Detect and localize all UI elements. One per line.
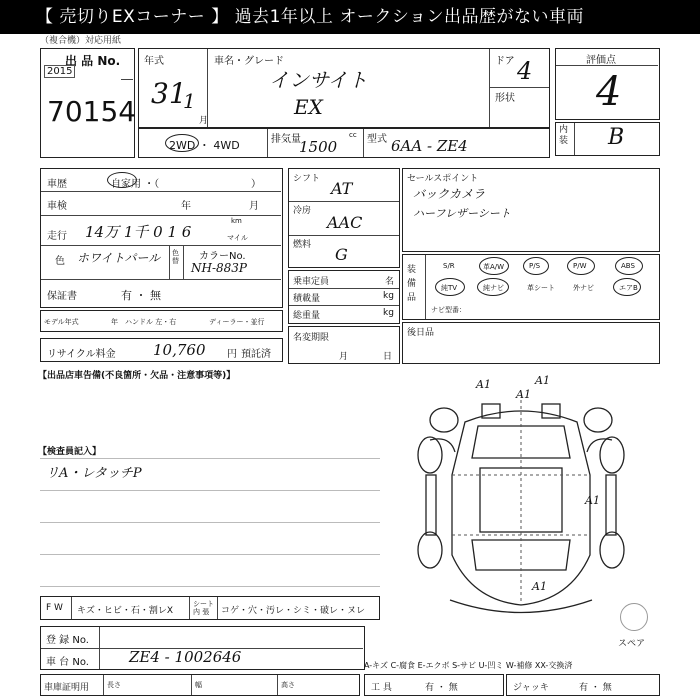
weight-label: 総重量	[293, 311, 321, 321]
month-unit: 月	[199, 116, 209, 126]
displacement-value: 1500	[299, 138, 338, 156]
name-change-box	[288, 326, 400, 364]
lot-number: 70154	[47, 95, 137, 128]
model-row-year: 年	[111, 318, 118, 326]
name-change-month: 月	[339, 352, 349, 362]
history-close: ）	[251, 179, 261, 190]
equipment-label: 装備品	[407, 265, 417, 303]
vehicle-details	[40, 168, 283, 308]
inspection-month: 月	[249, 201, 259, 212]
recycle-label: リサイクル料金	[47, 349, 116, 360]
chassis-value: ZE4 - 1002646	[129, 648, 242, 666]
equip-airbag-circle	[613, 278, 641, 296]
seat-text: コゲ・穴・汚レ・シミ・破レ・ヌレ	[221, 606, 366, 616]
score-box	[555, 48, 660, 120]
mileage-value: 14万 1千 0 1 6	[85, 223, 192, 241]
equip-ps-circle	[523, 257, 549, 275]
inspector-label: 【検査員記入】	[38, 447, 102, 457]
nav-type-label: ナビ型番：	[431, 306, 466, 314]
car-name-value: インサイト	[269, 68, 368, 92]
capacity-box	[288, 270, 400, 324]
equipment-box	[402, 254, 660, 320]
ac-value: AAC	[327, 213, 363, 232]
capacity-label: 乗車定員	[293, 277, 330, 287]
lot-box	[40, 48, 135, 158]
equip-leather-aw-circle	[479, 257, 509, 275]
drive-options: 2WD ・ 4WD	[169, 139, 240, 152]
equip-leather-aw: 革A/W	[483, 263, 505, 271]
shift-label: シフト	[293, 174, 321, 184]
capacity-unit: 名	[385, 277, 395, 287]
fw-row	[40, 596, 380, 620]
shift-value: AT	[331, 179, 353, 198]
cert-length: 長さ	[107, 681, 121, 689]
history-label: 車歴	[47, 179, 67, 190]
jack-label: ジャッキ	[513, 683, 549, 693]
car-name-label: 車名・グレード	[214, 56, 284, 67]
damage-label-5: A1	[532, 580, 547, 593]
drive-selected-circle	[165, 134, 199, 152]
damage-label-1: A1	[476, 378, 491, 391]
recycle-value: 10,760	[153, 341, 206, 359]
sales-points-box	[402, 168, 660, 252]
equip-leather-seat: 革シート	[527, 284, 555, 292]
dealer-options: ディーラー・並行	[209, 318, 265, 326]
recycle-unit: 円	[227, 349, 237, 360]
color-no-label: カラーNo.	[199, 251, 246, 262]
interior-box	[555, 122, 660, 156]
jack-box	[506, 674, 660, 696]
equip-abs: ABS	[621, 262, 635, 270]
certificate-box	[40, 674, 360, 696]
model-year-label: 年式	[144, 56, 164, 67]
recycle-box	[40, 338, 283, 362]
color-label: 色	[55, 256, 65, 267]
chassis-label: 車 台 No.	[46, 657, 89, 668]
tools-label: 工 具	[371, 683, 392, 693]
name-change-day: 日	[383, 352, 393, 362]
seller-notes-label: 【出品店車告備(不良箇所・欠品・注意事項等)】	[38, 371, 236, 381]
warranty-options: 有 ・ 無	[121, 289, 161, 302]
spare-label: スペア	[618, 639, 646, 649]
color-value: ホワイトパール	[77, 251, 161, 265]
mileage-mile: マイル	[227, 234, 248, 242]
inspection-year: 年	[181, 201, 191, 212]
equip-nav-circle	[477, 278, 509, 296]
tools-options: 有 ・ 無	[425, 683, 458, 693]
damage-label-2: A1	[535, 374, 550, 387]
model-type-value: 6AA - ZE4	[391, 137, 468, 155]
jack-options: 有 ・ 無	[579, 683, 612, 693]
equip-sr: S/R	[443, 262, 455, 270]
seat-label: シート 内 張	[193, 600, 214, 616]
score-value: 4	[596, 69, 622, 115]
score-label: 評価点	[586, 55, 616, 66]
shift-ac-fuel	[288, 168, 400, 268]
rear-item-box	[402, 322, 660, 364]
name-change-label: 名変期限	[293, 333, 330, 343]
fuel-label: 燃料	[293, 240, 312, 250]
equip-airbag: エアB	[619, 284, 638, 292]
history-options: 自家用 ・（	[111, 179, 160, 190]
damage-label-3: A1	[516, 388, 531, 401]
cert-width: 幅	[195, 681, 202, 689]
interior-label: 内装	[559, 125, 569, 146]
color-no-value: NH-883P	[191, 261, 247, 275]
page-banner: 【 売切りEXコーナー 】 過去1年以上 オークション出品歴がない車両	[0, 0, 700, 34]
equip-pw: P/W	[573, 262, 587, 270]
lot-year: 2015	[44, 65, 75, 78]
damage-legend: A-キズ C-腐食 E-エクボ S-サビ U-凹ミ W-補修 XX-交換済	[364, 661, 573, 670]
interior-value: B	[608, 125, 625, 150]
history-selected-circle	[107, 172, 137, 188]
model-handle-row	[40, 310, 283, 332]
spec-row	[138, 128, 550, 158]
equip-ext-nav: 外ナビ	[573, 284, 594, 292]
sheet-subheader: （複合機）対応用紙	[40, 36, 122, 46]
body-shape-label: 形状	[495, 93, 515, 104]
car-info-box	[138, 48, 550, 128]
model-year-small-label: モデル年式	[44, 318, 79, 326]
fw-label: F W	[46, 603, 63, 613]
sales-point-1: バックカメラ	[413, 187, 486, 201]
warranty-label: 保証書	[47, 291, 77, 302]
fw-text: キズ・ヒビ・石・割レX	[77, 606, 173, 616]
damage-label-4: A1	[585, 494, 600, 507]
tools-box	[364, 674, 504, 696]
model-year-value: 31	[151, 77, 187, 110]
mileage-km: km	[231, 217, 242, 225]
ac-label: 冷房	[293, 206, 312, 216]
sales-point-2: ハーフレザーシート	[413, 207, 511, 220]
displacement-label: 排気量	[271, 134, 301, 145]
doors-label: ドア	[495, 56, 515, 67]
mileage-label: 走行	[47, 231, 67, 242]
equip-pw-circle	[567, 257, 595, 275]
rear-item-label: 後日品	[407, 328, 435, 338]
load-label: 積載量	[293, 294, 321, 304]
lot-label: 出 品 No.	[65, 54, 121, 68]
sales-points-label: セールスポイント	[407, 174, 479, 184]
equip-nav: 純ナビ	[483, 284, 504, 292]
weight-unit: kg	[383, 308, 394, 318]
doors-value: 4	[517, 57, 533, 85]
fuel-value: G	[335, 245, 348, 264]
registration-box	[40, 626, 365, 670]
certificate-label: 車庫証明用	[44, 683, 90, 693]
registration-label: 登 録 No.	[46, 635, 89, 646]
inspector-note: リA・レタッチP	[46, 466, 142, 481]
model-type-label: 型式	[367, 134, 387, 145]
equip-ps: P/S	[529, 262, 541, 270]
inspection-label: 車検	[47, 201, 67, 212]
spare-tire-circle	[620, 603, 648, 631]
cert-height: 高さ	[281, 681, 295, 689]
equip-tv-circle	[435, 278, 465, 296]
model-year-month: 1	[183, 89, 196, 113]
color-change-label: 色替	[172, 249, 179, 265]
equip-tv: 純TV	[441, 284, 458, 292]
recycle-deposited: 預託済	[241, 349, 271, 360]
car-grade-value: EX	[294, 95, 323, 119]
load-unit: kg	[383, 291, 394, 301]
equip-abs-circle	[615, 257, 643, 275]
displacement-unit: cc	[349, 131, 357, 139]
handle-options: ハンドル 左・右	[125, 318, 177, 326]
